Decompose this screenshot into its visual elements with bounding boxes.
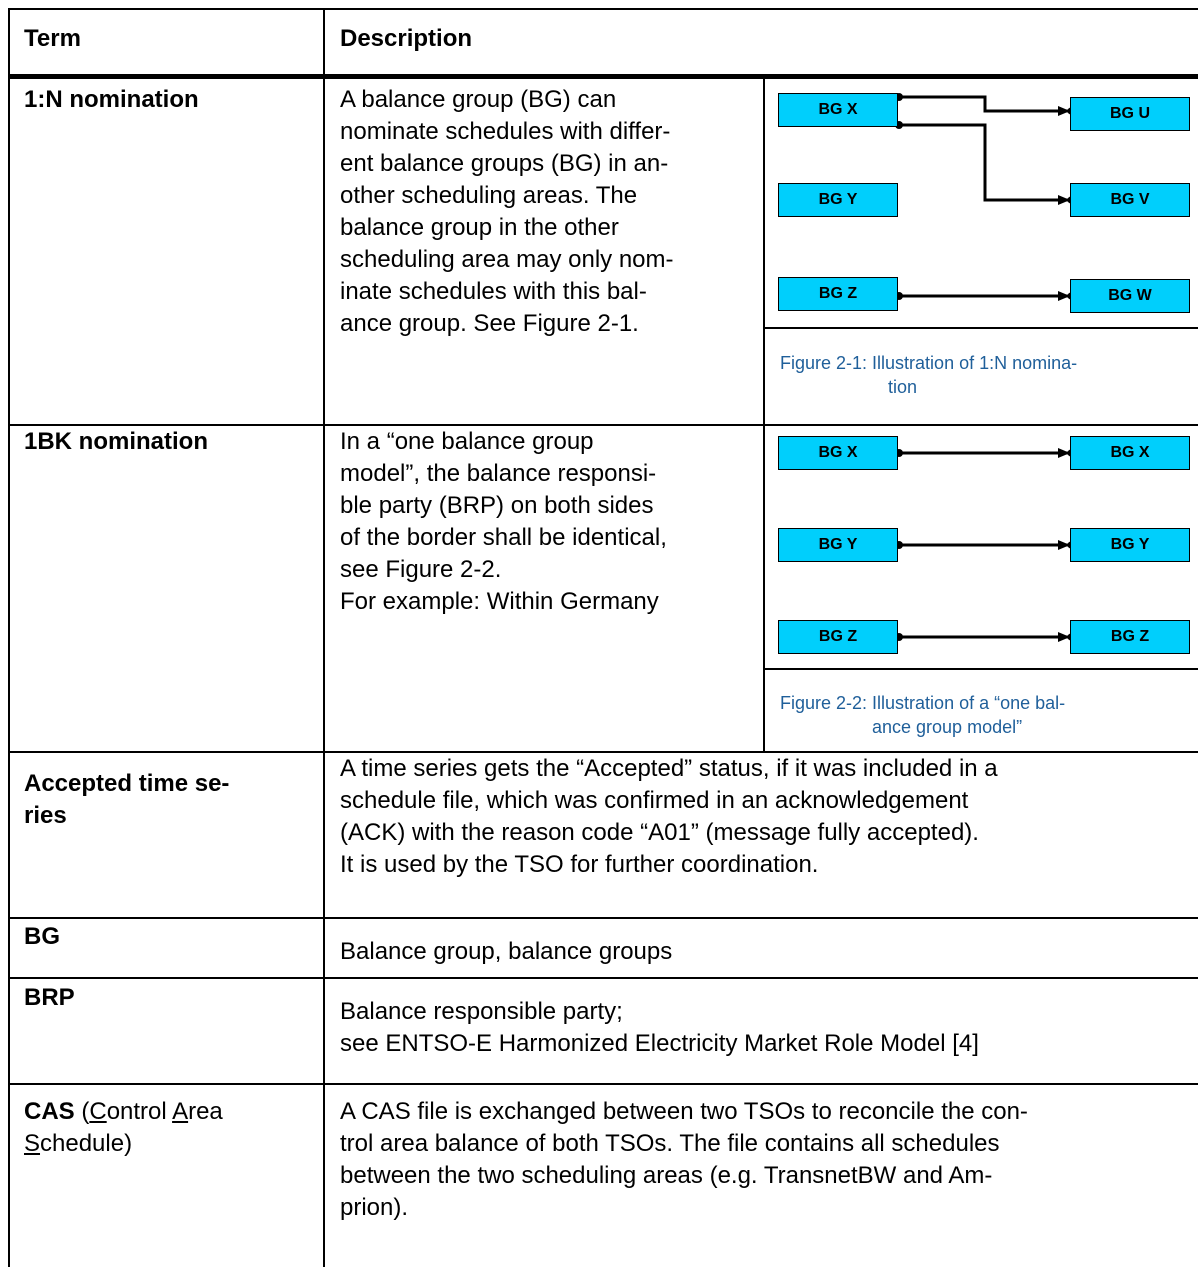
header-term: Term [24,25,81,52]
header-description: Description [340,25,473,52]
bg-box-w: BG W [1070,279,1190,313]
bg-box-y-right: BG Y [1070,528,1190,562]
bg-box-v: BG V [1070,183,1190,217]
bg-box-y-left: BG Y [778,528,898,562]
bg-box-z: BG Z [778,277,898,311]
term-1n-nomination: 1:N nomination [24,86,199,113]
bg-box-x-left: BG X [778,436,898,470]
bg-box-x-right: BG X [1070,436,1190,470]
term-brp: BRP [24,984,75,1011]
term-bg: BG [24,923,60,950]
desc-bg: Balance group, balance groups [340,938,673,965]
bg-box-z-right: BG Z [1070,620,1190,654]
bg-box-y: BG Y [778,183,898,217]
bg-box-u: BG U [1070,97,1190,131]
bg-box-x: BG X [778,93,898,127]
bg-box-z-left: BG Z [778,620,898,654]
term-1bk-nomination: 1BK nomination [24,428,208,455]
